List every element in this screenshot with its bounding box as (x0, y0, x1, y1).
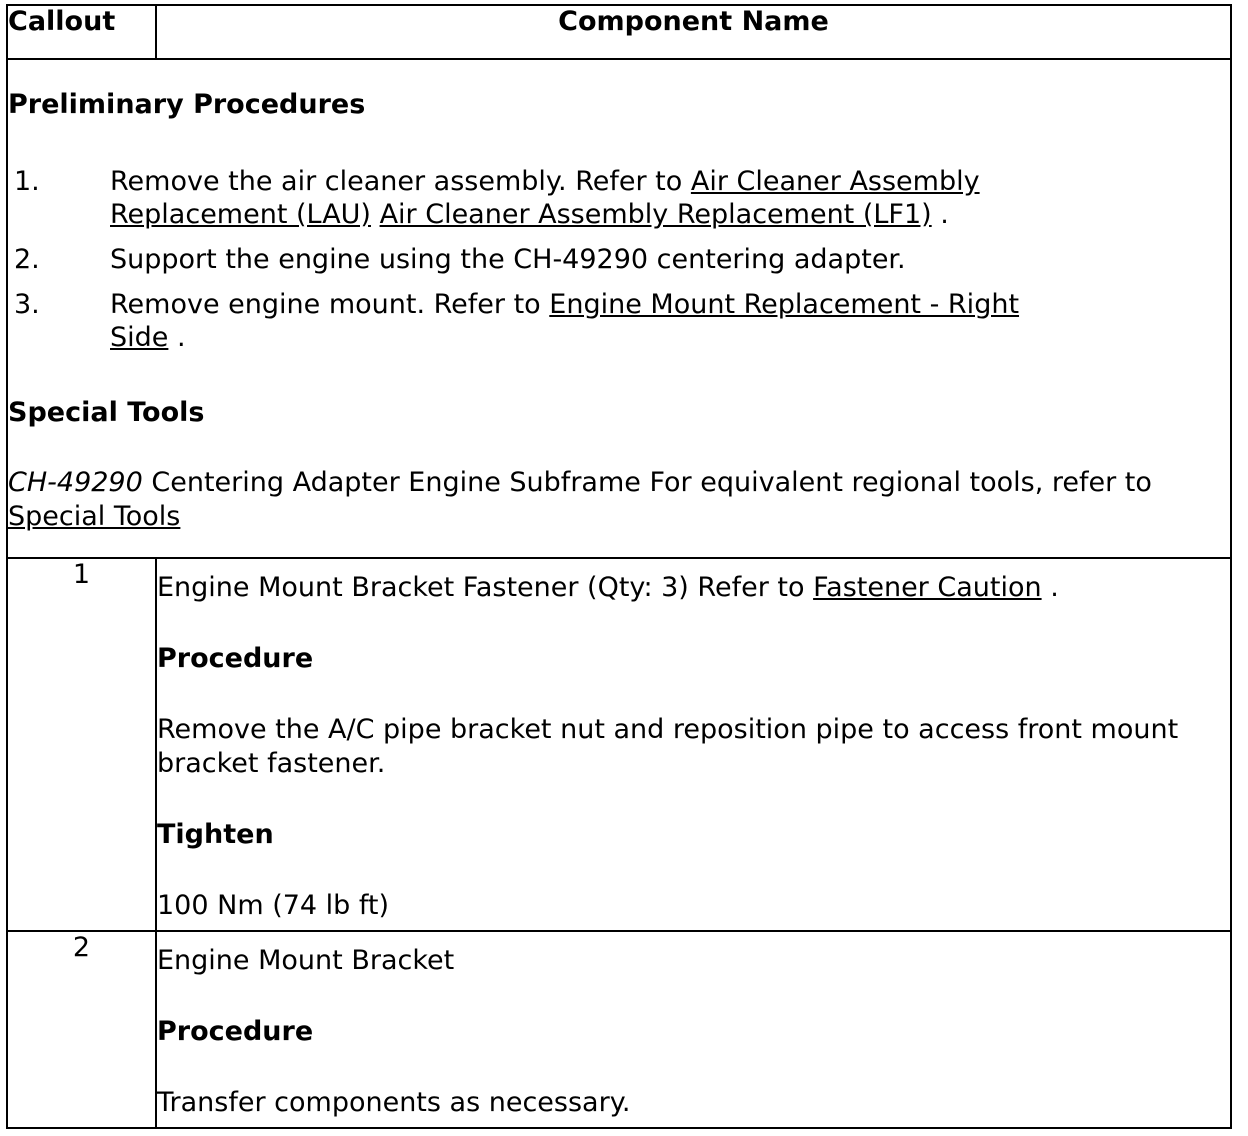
air-cleaner-lau-link[interactable]: Air Cleaner Assembly Replacement (LAU) (110, 166, 980, 230)
step-text: Remove the air cleaner assembly. Refer to (110, 166, 683, 197)
special-tools-text (8, 466, 1230, 534)
column-header-component-name: Component Name (156, 5, 1231, 59)
table-row (7, 558, 1231, 931)
column-header-callout: Callout (7, 5, 156, 59)
air-cleaner-lf1-link[interactable]: Air Cleaner Assembly Replacement (LF1) (379, 199, 932, 230)
preliminary-row (7, 59, 1231, 558)
component-detail-cell (156, 558, 1231, 931)
special-tools-link[interactable]: Special Tools (8, 501, 181, 532)
special-tools-heading: Special Tools (8, 397, 205, 428)
callout-number: 1 (7, 558, 156, 931)
step-number: 2. (14, 244, 40, 275)
procedure-heading: Procedure (157, 643, 314, 674)
step-text: Remove engine mount. Refer to (110, 289, 541, 320)
callout-number: 2 (7, 931, 156, 1128)
engine-mount-right-side-link[interactable]: Engine Mount Replacement - Right Side (110, 289, 1020, 353)
procedure-heading: Procedure (157, 1016, 314, 1047)
component-name: Engine Mount Bracket (157, 945, 455, 976)
list-item (8, 165, 1230, 231)
tighten-value: 100 Nm (74 lb ft) (157, 890, 390, 921)
component-detail-cell (156, 931, 1231, 1128)
step-text-suffix: . (176, 322, 186, 353)
step-text-suffix: . (940, 199, 949, 230)
step-number: 3. (14, 289, 40, 320)
list-item (8, 288, 1230, 354)
preliminary-procedures-heading: Preliminary Procedures (8, 89, 366, 120)
table-row (7, 931, 1231, 1128)
tool-description: Centering Adapter Engine Subframe For equivalent regional tools, refer to (151, 467, 1152, 498)
list-item (8, 243, 1230, 276)
step-text: Support the engine using the CH-49290 centering adapter. (110, 244, 906, 275)
tool-id: CH-49290 (8, 467, 143, 498)
component-table (6, 4, 1232, 1129)
preliminary-cell (7, 59, 1231, 558)
procedure-text: Transfer components as necessary. (157, 1087, 631, 1118)
tighten-heading: Tighten (157, 819, 274, 850)
table-header-row (7, 5, 1231, 59)
step-number: 1. (14, 166, 40, 197)
preliminary-steps-list (8, 165, 1230, 354)
procedure-text: Remove the A/C pipe bracket nut and reposition pipe to access front mount bracket fastener. (157, 714, 1179, 779)
component-name: Engine Mount Bracket Fastener (Qty: 3) Refer to Fastener Caution . (157, 572, 1059, 603)
fastener-caution-link[interactable]: Fastener Caution (813, 572, 1042, 603)
